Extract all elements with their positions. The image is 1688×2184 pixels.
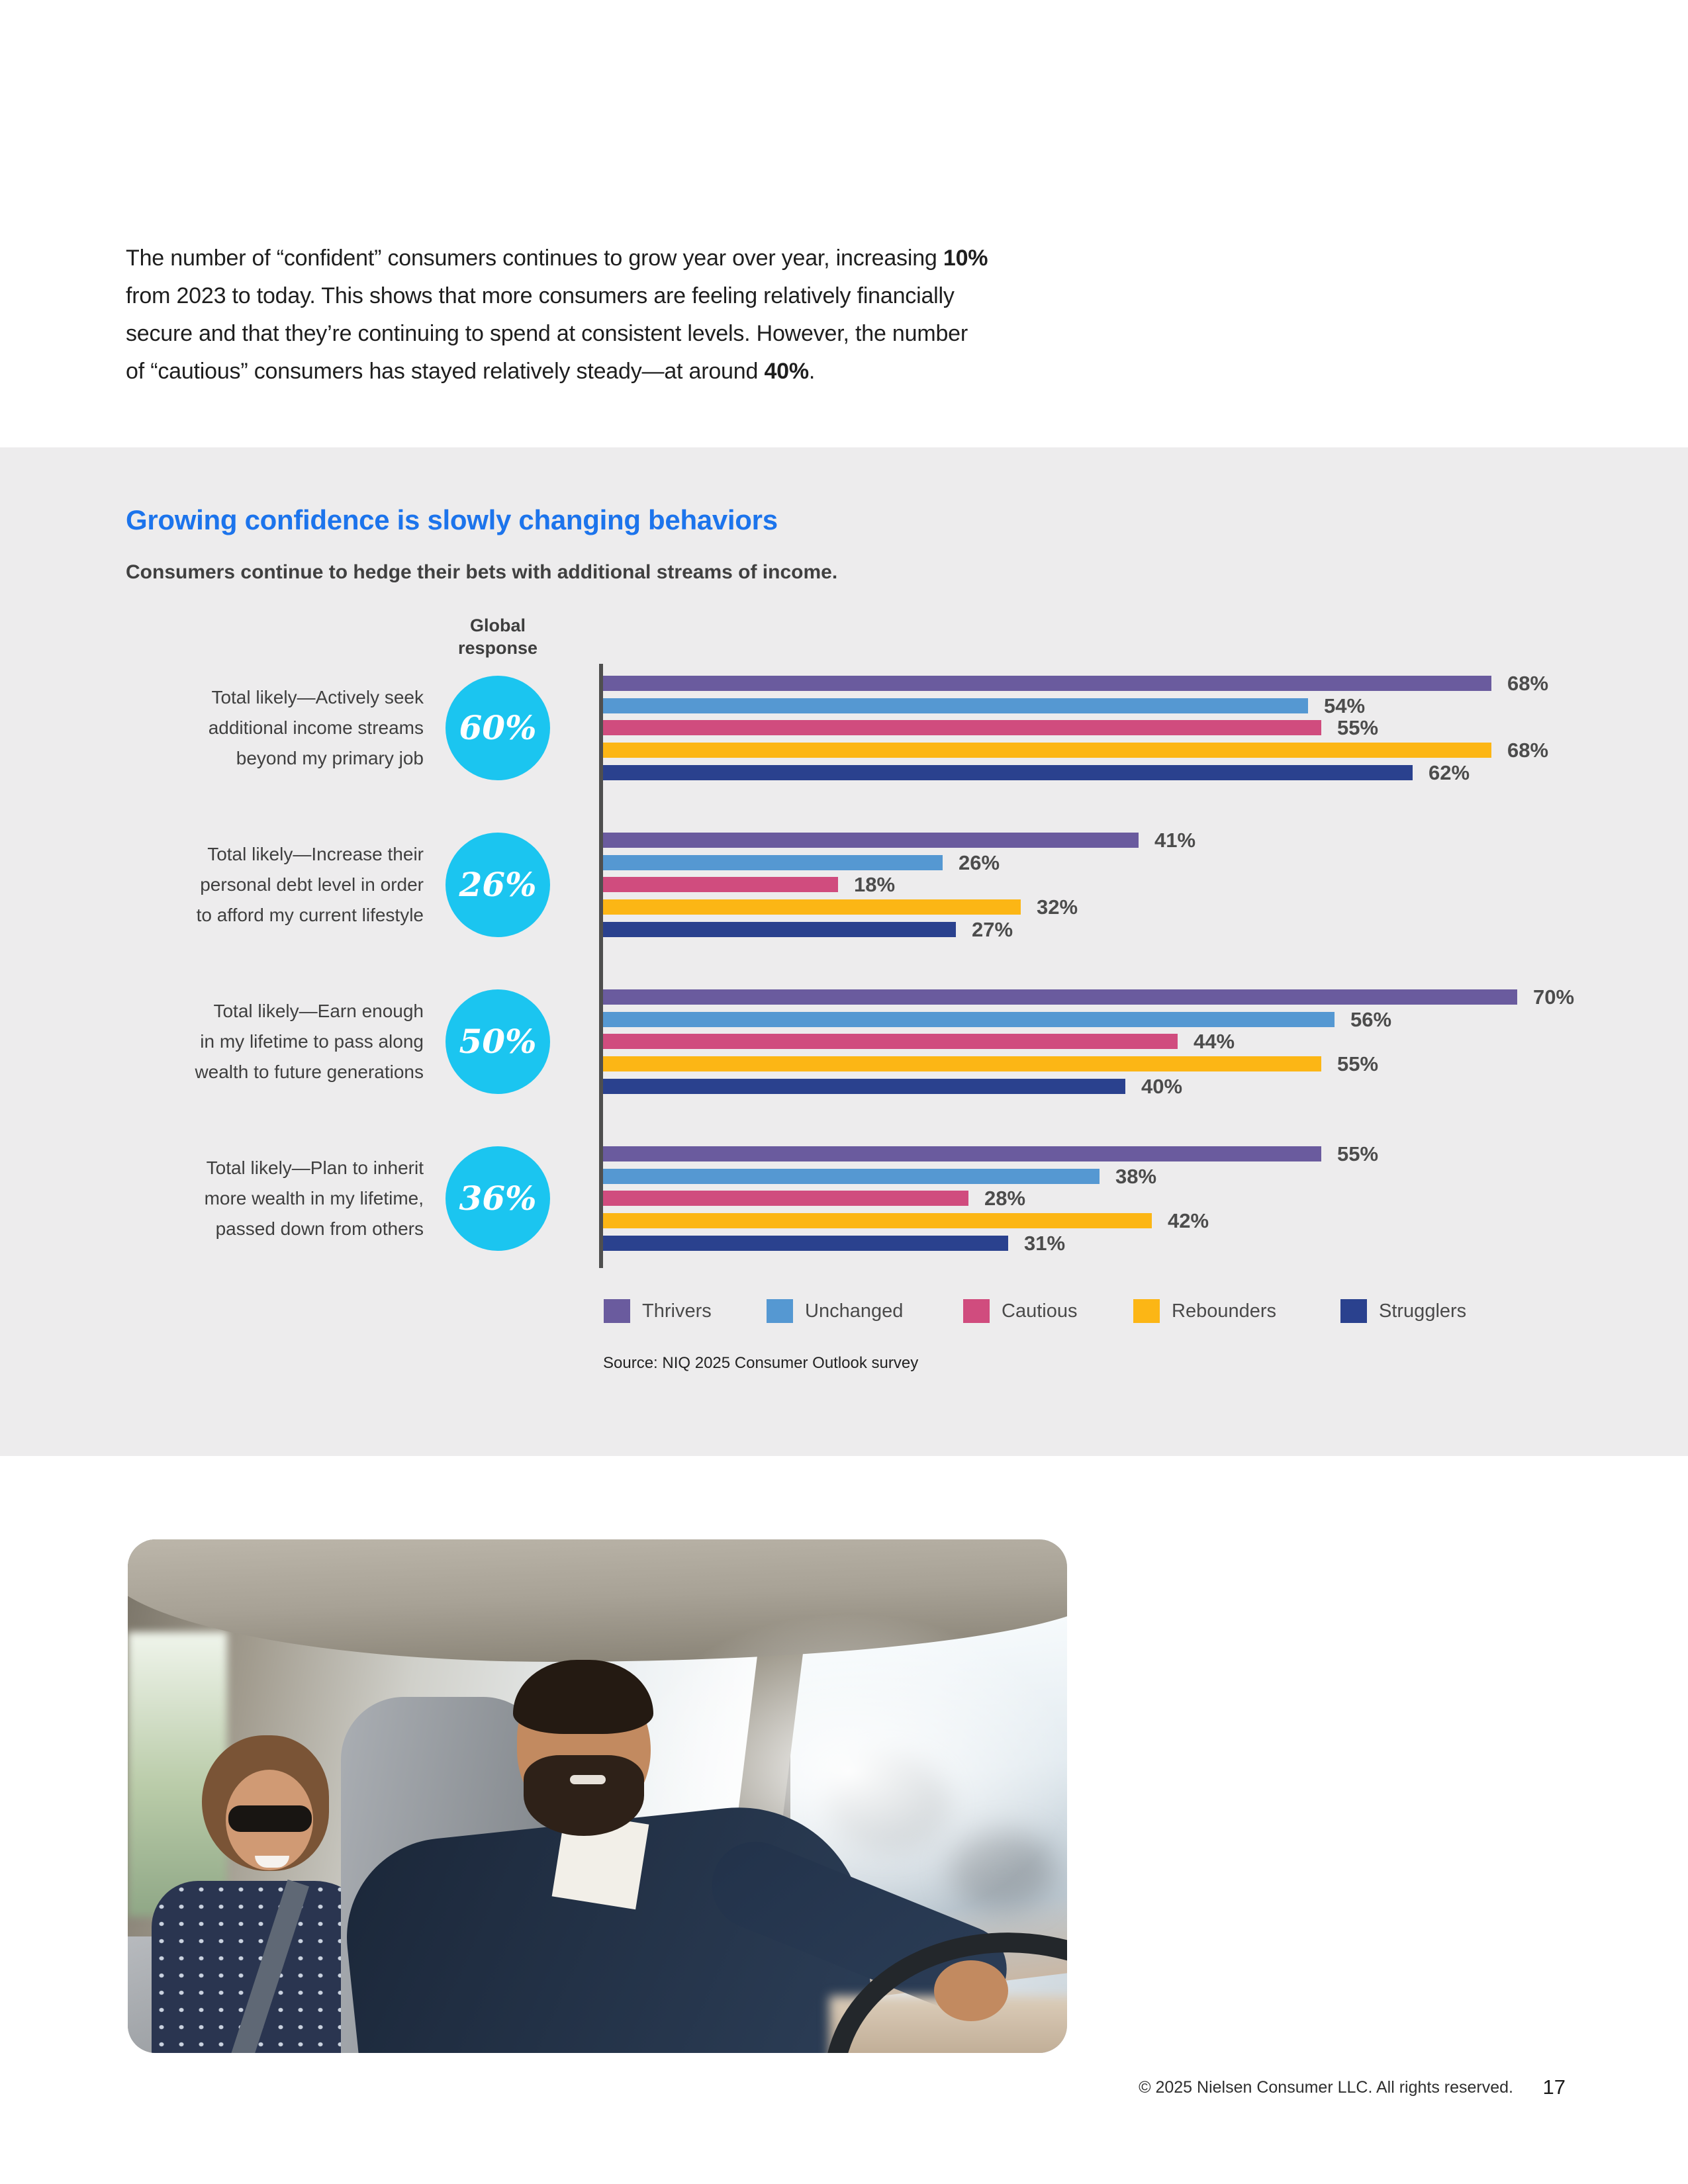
bar-unchanged: [603, 698, 1308, 713]
category-label-line: Total likely—Increase their: [207, 844, 424, 864]
bar-value-label: 42%: [1168, 1209, 1209, 1232]
page-number: 17: [1542, 2075, 1566, 2099]
bar-strugglers: [603, 1079, 1125, 1094]
legend-item-rebounders: [1133, 1299, 1276, 1323]
bar-value-label: 41%: [1154, 829, 1196, 852]
legend-label: Unchanged: [805, 1300, 904, 1322]
category-label: [126, 839, 424, 931]
category-label-line: to afford my current lifestyle: [196, 905, 424, 925]
category-label-line: more wealth in my lifetime,: [204, 1188, 424, 1208]
category-label-line: Total likely—Plan to inherit: [206, 1158, 424, 1178]
category-label-line: passed down from others: [215, 1218, 424, 1239]
bar-value-label: 32%: [1037, 895, 1078, 919]
category-label-line: Total likely—Earn enough: [213, 1001, 424, 1021]
car-passengers-photo: [128, 1539, 1067, 2053]
intro-paragraph: [126, 240, 1158, 390]
bar-value-label: 27%: [972, 918, 1013, 941]
bar-value-label: 56%: [1350, 1008, 1392, 1031]
bar-value-label: 18%: [854, 873, 896, 896]
bar-value-label: 62%: [1429, 761, 1470, 784]
bar-thrivers: [603, 1146, 1321, 1161]
bar-rebounders: [603, 1056, 1321, 1071]
category-label: [126, 682, 424, 774]
intro-line: [126, 353, 1158, 390]
legend-label: Rebounders: [1172, 1300, 1276, 1322]
global-response-header: [399, 614, 597, 659]
global-response-header-line-2: response: [457, 638, 538, 658]
bar-strugglers: [603, 765, 1413, 780]
category-label-line: beyond my primary job: [236, 748, 424, 768]
bar-thrivers: [603, 833, 1139, 848]
legend-item-thrivers: [604, 1299, 712, 1323]
intro-text: .: [808, 359, 816, 384]
bar-value-label: 44%: [1194, 1030, 1235, 1053]
bar-value-label: 55%: [1337, 1142, 1379, 1165]
category-label-line: in my lifetime to pass along: [200, 1031, 424, 1052]
driver-smile: [570, 1775, 606, 1784]
intro-bold-value: 10%: [943, 246, 988, 271]
bar-value-label: 68%: [1507, 739, 1549, 762]
bar-cautious: [603, 720, 1321, 735]
legend-label: Cautious: [1002, 1300, 1078, 1322]
bar-strugglers: [603, 922, 956, 937]
category-label-line: personal debt level in order: [200, 874, 424, 895]
intro-text: from 2023 to today. This shows that more consumers are feeling relatively financially: [126, 283, 955, 308]
intro-line: [126, 315, 1158, 353]
bar-value-label: 55%: [1337, 1052, 1379, 1075]
bar-value-label: 54%: [1324, 694, 1366, 717]
global-response-badge: 26%: [445, 833, 550, 937]
legend-label: Thrivers: [642, 1300, 712, 1322]
bar-value-label: 38%: [1115, 1165, 1157, 1188]
legend-swatch-strugglers: [1340, 1299, 1367, 1323]
bar-unchanged: [603, 855, 943, 870]
legend-item-strugglers: [1340, 1299, 1466, 1323]
bar-unchanged: [603, 1012, 1335, 1027]
legend-swatch-rebounders: [1133, 1299, 1160, 1323]
legend-swatch-thrivers: [604, 1299, 630, 1323]
legend-item-cautious: [963, 1299, 1077, 1323]
bar-cautious: [603, 1034, 1178, 1049]
global-response-badge: 60%: [445, 676, 550, 780]
category-label-line: additional income streams: [208, 717, 424, 738]
chart-source: Source: NIQ 2025 Consumer Outlook survey: [603, 1354, 919, 1372]
global-response-header-line-1: Global: [469, 615, 526, 635]
global-response-badge: 36%: [445, 1146, 550, 1251]
category-label-line: Total likely—Actively seek: [211, 687, 424, 707]
bar-cautious: [603, 1191, 968, 1206]
driver-hand: [934, 1960, 1008, 2021]
intro-bold-value: 40%: [764, 359, 809, 384]
chart-subtitle: Consumers continue to hedge their bets with additional streams of income.: [126, 561, 838, 583]
bar-cautious: [603, 877, 838, 892]
legend-swatch-unchanged: [767, 1299, 793, 1323]
bar-rebounders: [603, 1213, 1152, 1228]
passenger-sunglasses: [228, 1805, 312, 1832]
chart-title: Growing confidence is slowly changing behaviors: [126, 504, 778, 535]
bar-rebounders: [603, 899, 1021, 915]
bar-value-label: 68%: [1507, 672, 1549, 695]
footer-copyright: © 2025 Nielsen Consumer LLC. All rights reserved.: [1139, 2078, 1513, 2097]
category-label: [126, 996, 424, 1087]
bar-rebounders: [603, 743, 1491, 758]
driver-beard: [524, 1755, 644, 1836]
intro-text: of “cautious” consumers has stayed relatively steady—at around: [126, 359, 765, 384]
bar-thrivers: [603, 989, 1517, 1005]
global-response-badge: 50%: [445, 989, 550, 1094]
legend-label: Strugglers: [1379, 1300, 1467, 1322]
bar-value-label: 31%: [1024, 1232, 1066, 1255]
category-label-line: wealth to future generations: [195, 1062, 424, 1082]
bar-value-label: 40%: [1141, 1075, 1183, 1098]
bar-value-label: 26%: [959, 851, 1000, 874]
legend-swatch-cautious: [963, 1299, 990, 1323]
bar-value-label: 70%: [1533, 985, 1575, 1009]
category-label: [126, 1153, 424, 1244]
intro-text: The number of “confident” consumers continues to grow year over year, increasing: [126, 246, 943, 271]
intro-text: secure and that they’re continuing to spend at consistent levels. However, the number: [126, 321, 968, 346]
intro-line: [126, 277, 1158, 315]
bar-value-label: 55%: [1337, 716, 1379, 739]
bar-strugglers: [603, 1236, 1008, 1251]
bar-unchanged: [603, 1169, 1100, 1184]
intro-line: [126, 240, 1158, 277]
legend-item-unchanged: [767, 1299, 903, 1323]
bar-thrivers: [603, 676, 1491, 691]
bar-value-label: 28%: [984, 1187, 1026, 1210]
